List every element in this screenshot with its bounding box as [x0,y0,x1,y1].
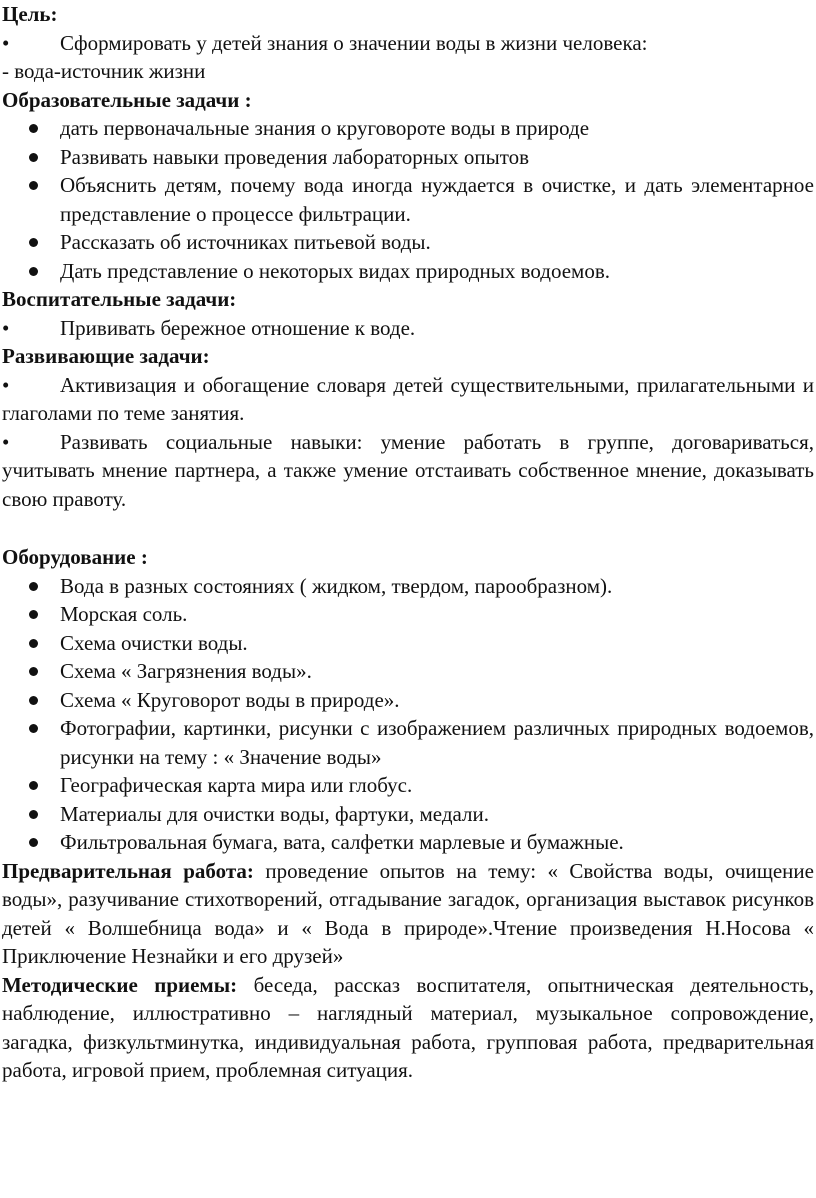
spacer [2,513,814,541]
upbringing-item: • Прививать бережное отношение к воде. [2,314,814,343]
document-page [2,0,814,1085]
developing-heading: Развивающие задачи: [2,344,210,368]
list-item: дать первоначальные знания о круговороте воды в природе [2,114,814,143]
list-item: Схема очистки воды. [2,629,814,658]
bullet-icon [29,667,38,676]
bullet-icon [29,267,38,276]
goal-dash-line: - вода-источник жизни [2,59,206,83]
bullet-icon [29,696,38,705]
list-item: Объяснить детям, почему вода иногда нуждается в очистке, и дать элементарное представление о процессе фильтрации. [2,171,814,228]
list-item: Морская соль. [2,600,814,629]
preliminary-label: Предварительная работа: [2,858,254,883]
list-item: Схема « Загрязнения воды». [2,657,814,686]
developing-item-1: • Активизация и обогащение словаря детей существительными, прилагательными и глаголами по теме занятия. [2,372,814,425]
bullet-icon [29,238,38,247]
bullet-mark: • [2,429,10,454]
goal-heading: Цель: [2,2,58,26]
list-item: Дать представление о некоторых видах природных водоемов. [2,257,814,286]
list-item: Материалы для очистки воды, фартуки, медали. [2,800,814,829]
bullet-icon [29,781,38,790]
preliminary-text: проведение опытов на тему: « Свойства воды, очищение воды», разучивание стихотворений, отгадывание загадок, организация выставок рисунков детей « Волшебница вода» и « Вода в природе».Чтение произведения Н.Носова « Приключение Незнайки и его друзей» [2,858,814,968]
equipment-heading: Оборудование : [2,545,148,569]
methods-paragraph [2,971,814,1085]
bullet-icon [29,810,38,819]
methods-label: Методические приемы: [2,972,238,997]
list-item: Географическая карта мира или глобус. [2,771,814,800]
educational-heading: Образовательные задачи : [2,87,252,112]
equipment-list [2,572,814,857]
educational-list [2,114,814,285]
goal-item-text: Сформировать у детей знания о значении воды в жизни человека: [60,30,648,55]
bullet-icon [29,639,38,648]
list-item: Фотографии, картинки, рисунки с изображением различных природных водоемов, рисунки на тему : « Значение воды» [2,714,814,771]
developing-item-2: • Развивать социальные навыки: умение работать в группе, договариваться, учитывать мнение партнера, а также умение отстаивать собственное мнение, доказывать свою правоту. [2,429,814,511]
bullet-mark: • [2,315,10,340]
bullet-icon [29,124,38,133]
bullet-mark: • [2,30,10,55]
preliminary-paragraph [2,857,814,971]
list-item: Развивать навыки проведения лабораторных опытов [2,143,814,172]
upbringing-heading: Воспитательные задачи: [2,287,237,311]
bullet-mark: • [2,372,10,397]
list-item: Вода в разных состояниях ( жидком, твердом, парообразном). [2,572,814,601]
bullet-icon [29,838,38,847]
list-item: Схема « Круговорот воды в природе». [2,686,814,715]
goal-item [2,29,814,58]
list-item: Рассказать об источниках питьевой воды. [2,228,814,257]
bullet-icon [29,610,38,619]
methods-text: беседа, рассказ воспитателя, опытническая деятельность, наблюдение, иллюстративно – наглядный материал, музыкальное сопровождение, загадка, физкультминутка, индивидуальная работа, групповая работа, предварительная работа, игровой прием, проблемная ситуация. [2,972,814,1082]
bullet-icon [29,724,38,733]
bullet-icon [29,181,38,190]
bullet-icon [29,153,38,162]
list-item: Фильтровальная бумага, вата, салфетки марлевые и бумажные. [2,828,814,857]
bullet-icon [29,582,38,591]
